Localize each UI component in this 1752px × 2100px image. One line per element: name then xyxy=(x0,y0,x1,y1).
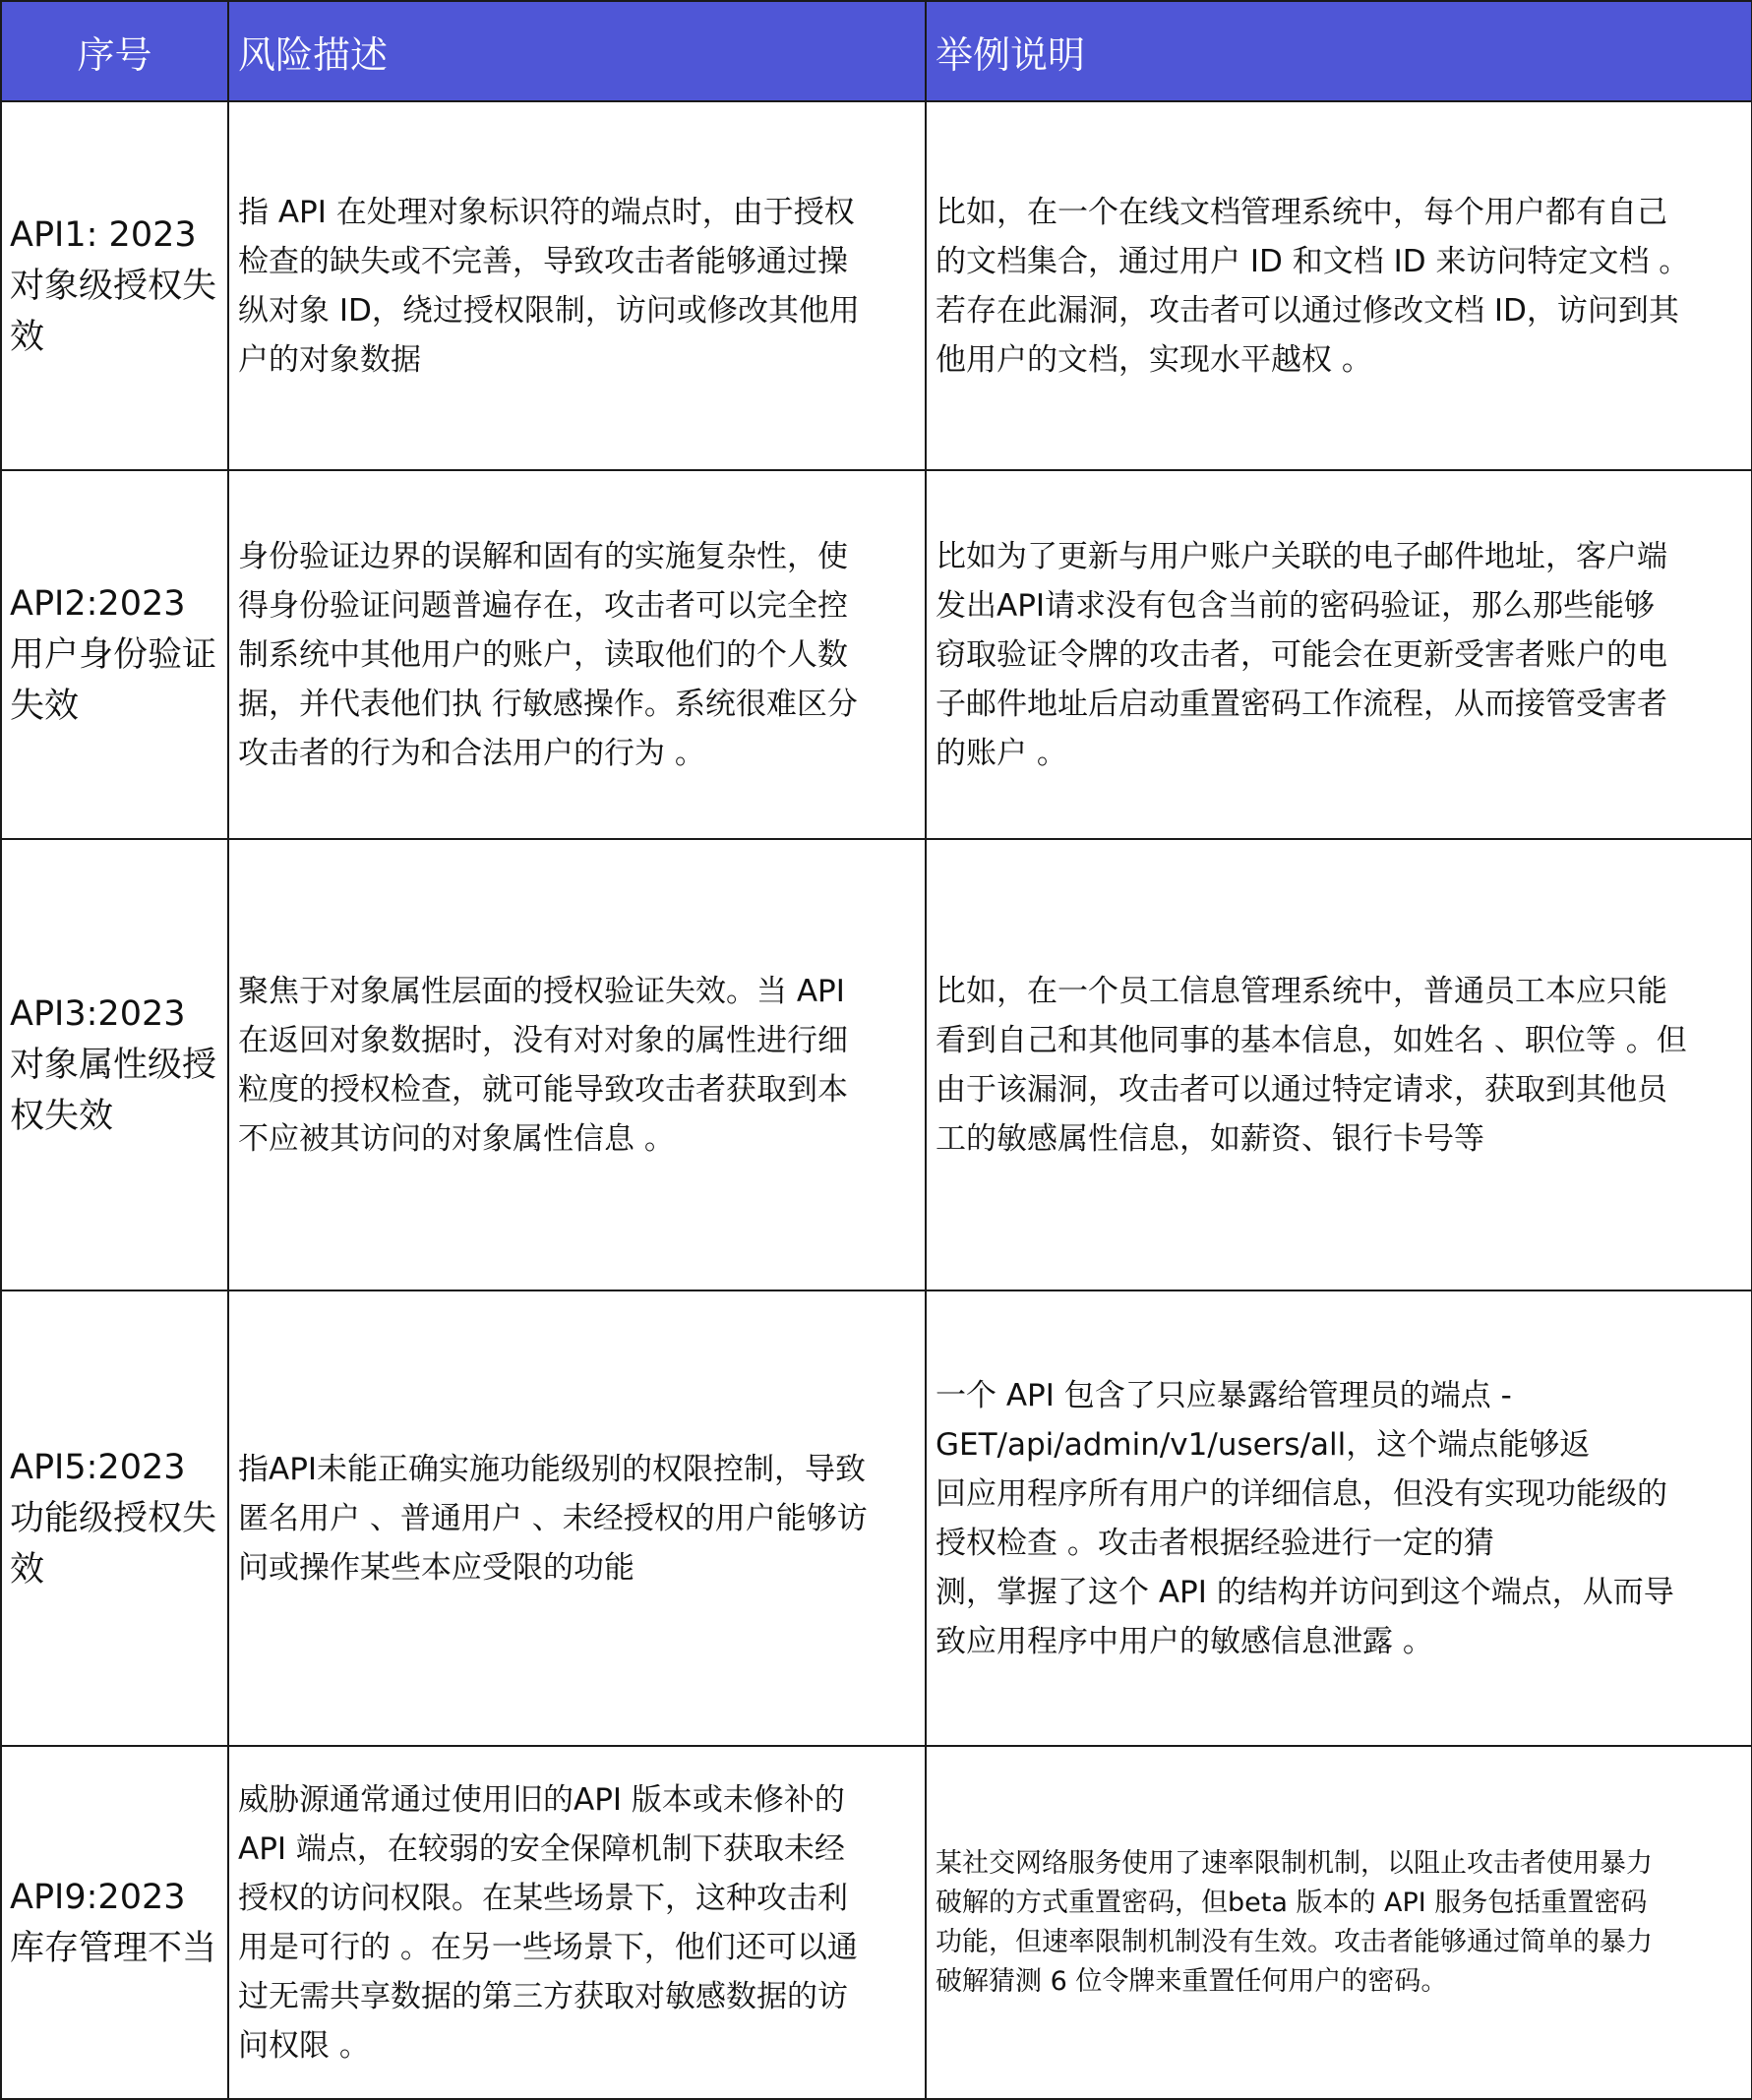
row-no-cell xyxy=(1,839,228,1290)
row-no: API9:2023 库存管理不当 xyxy=(10,1877,217,1968)
row-example-cell xyxy=(926,101,1752,470)
row-example: 比如，在一个员工信息管理系统中，普通员工本应只能 看到自己和其他同事的基本信息，如姓名 、职位等 。但 由于该漏洞，攻击者可以通过特定请求，获取到其他员 工的敏感属性信息，如薪资、银行卡号等 xyxy=(936,973,1687,1157)
row-no: API1: 2023 对象级授权失 效 xyxy=(10,214,217,357)
row-no: API2:2023 用户身份验证 失效 xyxy=(10,583,217,726)
row-risk-cell xyxy=(228,101,926,470)
row-example: 比如为了更新与用户账户关联的电子邮件地址，客户端 发出API请求没有包含当前的密码验证，那么那些能够 窃取验证令牌的攻击者，可能会在更新受害者账户的电 子邮件地址后启动重置密码工作流程，从而接管受害者 的账户 。 xyxy=(936,538,1667,771)
row-example: 某社交网络服务使用了速率限制机制，以阻止攻击者使用暴力 破解的方式重置密码，但beta 版本的 API 服务包括重置密码 功能，但速率限制机制没有生效。攻击者能够通过简单的暴力 破解猜测 6 位令牌来重置任何用户的密码。 xyxy=(936,1847,1653,1997)
row-risk: 身份验证边界的误解和固有的实施复杂性，使 得身份验证问题普遍存在，攻击者可以完全控 制系统中其他用户的账户，读取他们的个人数 据，并代表他们执 行敏感操作。系统很难区分 攻击者的行为和合法用户的行为 。 xyxy=(238,538,858,771)
row-no-cell xyxy=(1,1290,228,1746)
table-row xyxy=(1,1290,1752,1746)
row-example: 一个 API 包含了只应暴露给管理员的端点 - GET/api/admin/v1/users/all，这个端点能够返 回应用程序所有用户的详细信息，但没有实现功能级的 授权检查 。攻击者根据经验进行一定的猜 测，掌握了这个 API 的结构并访问到这个端点，从而导 致应用程序中用户的敏感信息泄露 。 xyxy=(936,1377,1674,1659)
row-no-cell xyxy=(1,470,228,839)
table-row xyxy=(1,101,1752,470)
header-example: 举例说明 xyxy=(926,1,1752,101)
table-row xyxy=(1,470,1752,839)
row-no-cell xyxy=(1,1746,228,2099)
row-risk: 聚焦于对象属性层面的授权验证失效。当 API 在返回对象数据时，没有对对象的属性进行细 粒度的授权检查，就可能导致攻击者获取到本 不应被其访问的对象属性信息 。 xyxy=(238,973,848,1157)
row-no: API5:2023 功能级授权失 效 xyxy=(10,1447,217,1590)
row-example-cell xyxy=(926,839,1752,1290)
row-risk-cell xyxy=(228,1290,926,1746)
row-no: API3:2023 对象属性级授 权失效 xyxy=(10,993,217,1136)
row-example-cell xyxy=(926,1290,1752,1746)
row-example-cell xyxy=(926,470,1752,839)
row-example-cell xyxy=(926,1746,1752,2099)
row-risk: 指API未能正确实施功能级别的权限控制，导致 匿名用户 、普通用户 、未经授权的用户能够访 问或操作某些本应受限的功能 xyxy=(238,1451,868,1586)
row-risk: 指 API 在处理对象标识符的端点时，由于授权 检查的缺失或不完善，导致攻击者能够通过操 纵对象 ID，绕过授权限制，访问或修改其他用 户的对象数据 xyxy=(238,194,860,378)
row-risk-cell xyxy=(228,1746,926,2099)
header-no: 序号 xyxy=(1,1,228,101)
row-no-cell xyxy=(1,101,228,470)
table-row xyxy=(1,1746,1752,2099)
table-header-row xyxy=(1,1,1752,101)
row-risk-cell xyxy=(228,470,926,839)
row-risk: 威胁源通常通过使用旧的API 版本或未修补的 API 端点，在较弱的安全保障机制下获取未经 授权的访问权限。在某些场景下，这种攻击利 用是可行的 。在另一些场景下，他们还可以通 过无需共享数据的第三方获取对敏感数据的访 问权限 。 xyxy=(238,1781,858,2064)
row-example: 比如，在一个在线文档管理系统中，每个用户都有自己 的文档集合，通过用户 ID 和文档 ID 来访问特定文档 。 若存在此漏洞，攻击者可以通过修改文档 ID，访问到其 他用户的文档，实现水平越权 。 xyxy=(936,194,1690,378)
row-risk-cell xyxy=(228,839,926,1290)
header-risk: 风险描述 xyxy=(228,1,926,101)
table-row xyxy=(1,839,1752,1290)
